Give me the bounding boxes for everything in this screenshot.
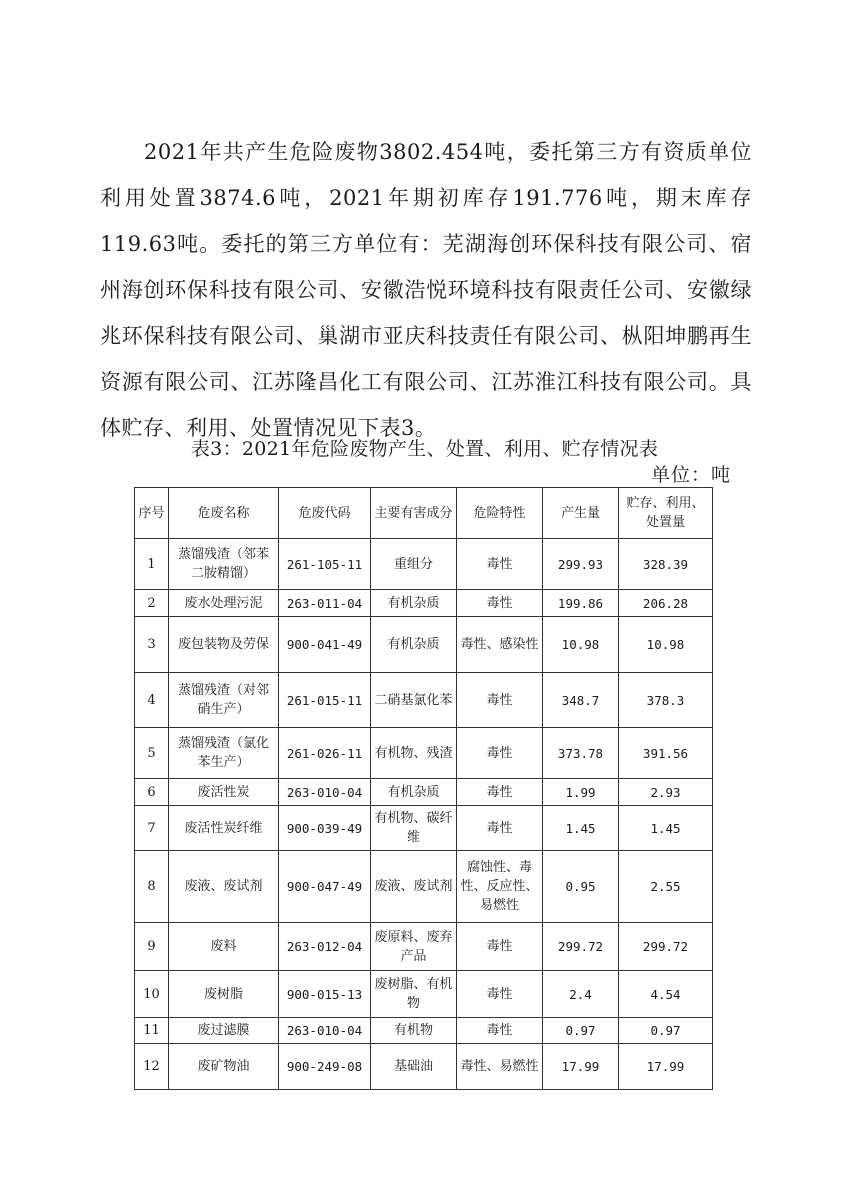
- generated-amount: 17.99: [543, 1044, 619, 1090]
- disposed-amount: 1.45: [619, 806, 713, 851]
- waste-name: 废包装物及劳保: [169, 617, 279, 673]
- hazardous-component: 有机物、残渣: [371, 728, 457, 779]
- hazard-property: 腐蚀性、毒性、反应性、易燃性: [457, 851, 543, 923]
- generated-amount: 1.99: [543, 779, 619, 806]
- waste-code: 900-039-49: [279, 806, 371, 851]
- table-row: [135, 923, 713, 971]
- hazardous-component: 有机杂质: [371, 590, 457, 617]
- generated-amount: 299.72: [543, 923, 619, 971]
- waste-code: 261-015-11: [279, 673, 371, 728]
- generated-amount: 2.4: [543, 971, 619, 1018]
- hazard-property: 毒性: [457, 971, 543, 1018]
- waste-code: 900-047-49: [279, 851, 371, 923]
- row-index: 8: [135, 851, 169, 923]
- table-row: [135, 539, 713, 590]
- row-index: 9: [135, 923, 169, 971]
- waste-code: 261-105-11: [279, 539, 371, 590]
- waste-name: 蒸馏残渣（对邻硝生产）: [169, 673, 279, 728]
- disposed-amount: 328.39: [619, 539, 713, 590]
- generated-amount: 373.78: [543, 728, 619, 779]
- disposed-amount: 2.93: [619, 779, 713, 806]
- hazardous-component: 重组分: [371, 539, 457, 590]
- waste-name: 废活性炭: [169, 779, 279, 806]
- table-row: [135, 617, 713, 673]
- table-row: [135, 806, 713, 851]
- waste-code: 263-010-04: [279, 779, 371, 806]
- table-row: [135, 590, 713, 617]
- hazardous-component: 有机物: [371, 1018, 457, 1044]
- hazard-property: 毒性: [457, 590, 543, 617]
- hazardous-component: 二硝基氯化苯: [371, 673, 457, 728]
- waste-table: [134, 487, 713, 1090]
- row-index: 1: [135, 539, 169, 590]
- waste-code: 263-012-04: [279, 923, 371, 971]
- disposed-amount: 0.97: [619, 1018, 713, 1044]
- table-row: [135, 851, 713, 923]
- hazardous-component: 有机物、碳纤维: [371, 806, 457, 851]
- hazard-property: 毒性: [457, 779, 543, 806]
- waste-code: 900-015-13: [279, 971, 371, 1018]
- waste-name: 蒸馏残渣（氯化苯生产）: [169, 728, 279, 779]
- generated-amount: 199.86: [543, 590, 619, 617]
- waste-code: 263-010-04: [279, 1018, 371, 1044]
- generated-amount: 348.7: [543, 673, 619, 728]
- hazardous-component: 废原料、废弃产品: [371, 923, 457, 971]
- waste-name: 废活性炭纤维: [169, 806, 279, 851]
- waste-name: 废水处理污泥: [169, 590, 279, 617]
- generated-amount: 299.93: [543, 539, 619, 590]
- waste-code: 261-026-11: [279, 728, 371, 779]
- waste-name: 蒸馏残渣（邻苯二胺精馏）: [169, 539, 279, 590]
- header-cell: 主要有害成分: [371, 488, 457, 539]
- disposed-amount: 299.72: [619, 923, 713, 971]
- hazard-property: 毒性: [457, 923, 543, 971]
- hazard-property: 毒性: [457, 539, 543, 590]
- header-cell: 产生量: [543, 488, 619, 539]
- row-index: 5: [135, 728, 169, 779]
- hazard-property: 毒性: [457, 728, 543, 779]
- disposed-amount: 206.28: [619, 590, 713, 617]
- generated-amount: 0.97: [543, 1018, 619, 1044]
- body-paragraph: 2021年共产生危险废物3802.454吨，委托第三方有资质单位利用处置3874.6吨，2021年期初库存191.776吨，期末库存119.63吨。委托的第三方单位有：芜湖海创环保科技有限公司、宿州海创环保科技有限公司、安徽浩悦环境科技有限责任公司、安徽绿兆环保科技有限公司、巢湖市亚庆科技责任有限公司、枞阳坤鹏再生资源有限公司、江苏隆昌化工有限公司、江苏淮江科技有限公司。具体贮存、利用、处置情况见下表3。: [100, 140, 752, 440]
- table-row: [135, 1018, 713, 1044]
- disposed-amount: 378.3: [619, 673, 713, 728]
- header-cell: 贮存、利用、处置量: [619, 488, 713, 539]
- hazard-property: 毒性、易燃性: [457, 1044, 543, 1090]
- hazardous-component: 有机杂质: [371, 617, 457, 673]
- header-cell: 危险特性: [457, 488, 543, 539]
- header-cell: 序号: [135, 488, 169, 539]
- table-row: [135, 1044, 713, 1090]
- row-index: 11: [135, 1018, 169, 1044]
- hazardous-component: 废树脂、有机物: [371, 971, 457, 1018]
- table-header-row: [135, 488, 713, 539]
- disposed-amount: 10.98: [619, 617, 713, 673]
- hazard-property: 毒性: [457, 673, 543, 728]
- row-index: 12: [135, 1044, 169, 1090]
- hazardous-component: 废液、废试剂: [371, 851, 457, 923]
- table-caption: 表3：2021年危险废物产生、处置、利用、贮存情况表: [190, 438, 659, 460]
- row-index: 4: [135, 673, 169, 728]
- table-row: [135, 673, 713, 728]
- disposed-amount: 2.55: [619, 851, 713, 923]
- disposed-amount: 391.56: [619, 728, 713, 779]
- row-index: 6: [135, 779, 169, 806]
- hazard-property: 毒性: [457, 806, 543, 851]
- waste-name: 废液、废试剂: [169, 851, 279, 923]
- disposed-amount: 17.99: [619, 1044, 713, 1090]
- row-index: 10: [135, 971, 169, 1018]
- hazard-property: 毒性: [457, 1018, 543, 1044]
- waste-code: 900-249-08: [279, 1044, 371, 1090]
- generated-amount: 10.98: [543, 617, 619, 673]
- waste-code: 263-011-04: [279, 590, 371, 617]
- row-index: 2: [135, 590, 169, 617]
- table-row: [135, 779, 713, 806]
- hazardous-component: 有机杂质: [371, 779, 457, 806]
- table-row: [135, 971, 713, 1018]
- waste-name: 废树脂: [169, 971, 279, 1018]
- disposed-amount: 4.54: [619, 971, 713, 1018]
- table-row: [135, 728, 713, 779]
- waste-name: 废料: [169, 923, 279, 971]
- generated-amount: 1.45: [543, 806, 619, 851]
- unit-label: 单位：吨: [650, 464, 731, 486]
- waste-name: 废过滤膜: [169, 1018, 279, 1044]
- row-index: 3: [135, 617, 169, 673]
- generated-amount: 0.95: [543, 851, 619, 923]
- waste-code: 900-041-49: [279, 617, 371, 673]
- row-index: 7: [135, 806, 169, 851]
- waste-name: 废矿物油: [169, 1044, 279, 1090]
- hazard-property: 毒性、感染性: [457, 617, 543, 673]
- hazardous-component: 基础油: [371, 1044, 457, 1090]
- header-cell: 危废代码: [279, 488, 371, 539]
- header-cell: 危废名称: [169, 488, 279, 539]
